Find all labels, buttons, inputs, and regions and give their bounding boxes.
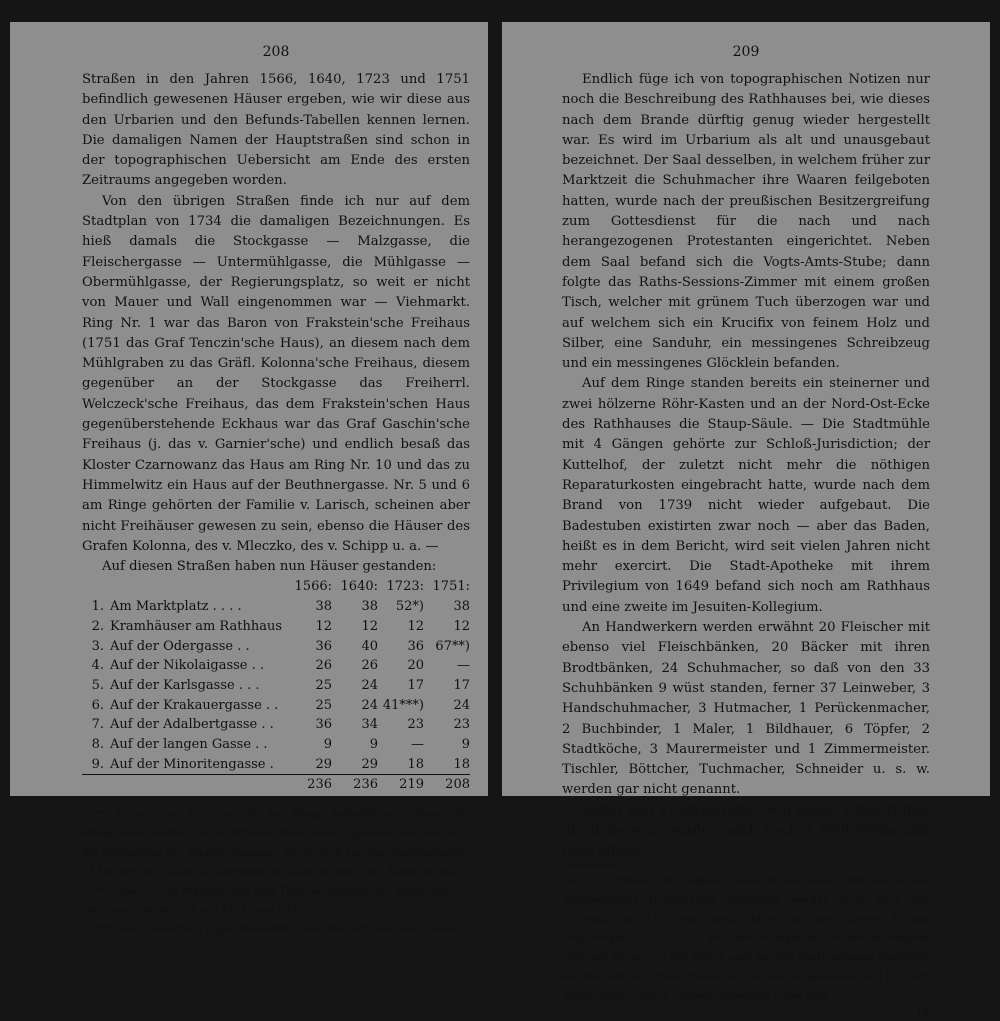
count-cell: — [411, 737, 424, 753]
footnote: daß die Häuser der langen Gasse (Rosengasse) und einige der Adalbertstraße (Judengasse) mitgezählt worden sind, denn das Protokoll von 1722 sagt ausdrücklich von den Häusern in der Beuthnergasse von Nr. 22 an: „welche eigentlich in der Rosengasse gerennet werden, in der Fasion aber bei der Beuthnergasse annectiret worden, demnach diese Häuser in einer sehr ungelegenen und in einem Winkel hinter andern Häusern liegenden Gasse sind.“ [562, 875, 930, 1002]
houses-table [82, 577, 470, 795]
table-row [82, 735, 470, 755]
footnote: *) Es wurden die zunächst am Ringe befindlichen Häuser der anliegenden Straßen bis zur nächsten Quergasse mitgezählt, wie noch jetzt die Reihenfolge der Häuser-Nummern ist. So sind von den Nachbargassen 14 Häuser zum Ringe hinzugezogen, die dann natürlich bei diesen fehlen. [82, 809, 470, 878]
count-cell: 36 [407, 638, 424, 654]
street-name: Auf der Krakauergasse . . [110, 697, 279, 713]
table-row [82, 656, 470, 676]
table-row [82, 715, 470, 735]
count-cell: 12 [407, 618, 424, 634]
count-cell: 25 [315, 697, 332, 713]
count-cell: 23 [407, 717, 424, 733]
footnote-divider [82, 797, 137, 799]
street-name: Auf der Odergasse . . [110, 638, 250, 654]
street-name: Am Marktplatz . . . . [110, 599, 242, 615]
count-cell: 12 [361, 618, 378, 634]
count-cell: 52*) [395, 599, 424, 615]
count-cell: 12 [315, 618, 332, 634]
table-header-row [82, 577, 470, 597]
table-row [82, 676, 470, 696]
table-row [82, 617, 470, 637]
count-cell: 67**) [435, 638, 470, 654]
table-row [82, 597, 470, 617]
row-number: 3. [91, 638, 104, 654]
right-page [502, 22, 990, 1021]
year-header: 1566: [294, 579, 332, 595]
count-cell: 24 [361, 697, 378, 713]
footnote: **) Dabei ist die Nikolaistraße oder Tuchmachergasse mit inbegriffen, da sie in dem Verzeichniß von 1751 ganz fehlt. [82, 885, 470, 917]
count-cell: 34 [361, 717, 378, 733]
count-cell: 38 [315, 599, 332, 615]
row-number: 4. [91, 658, 104, 674]
page-number-right: 209 [732, 44, 760, 60]
count-cell: 26 [361, 658, 378, 674]
count-cell: 40 [361, 638, 378, 654]
count-cell: 20 [407, 658, 424, 674]
year-header: 1723: [386, 579, 424, 595]
table-row [82, 755, 470, 775]
row-number: 5. [91, 677, 104, 693]
count-cell: 38 [361, 599, 378, 615]
count-cell: 9 [461, 737, 470, 753]
count-cell: 38 [453, 599, 470, 615]
count-cell: 18 [407, 756, 424, 772]
total-cell: 208 [424, 775, 470, 795]
total-cell: 219 [378, 775, 424, 795]
paragraph: Auf dem Ringe standen bereits ein steinerner und zwei hölzerne Röhr-Kasten und an der Nord-Ost-Ecke des Rathhauses die Staup-Säule. — Die Stadtmühle mit 4 Gängen gehörte zur Schloß-Jurisdiction; der Kuttelhof, der zuletzt nicht mehr die nöthigen Reparaturkosten eingebracht hatte, wurde nach dem Brand von 1739 nicht wieder aufgebaut. Die Badestuben existirten zwar noch — aber das Baden, heißt es in dem Bericht, wird seit vielen Jahren nicht mehr exercirt. Die Stadt-Apotheke mit ihrem Privilegium von 1649 befand sich noch am Rathhaus und eine zweite im Jesuiten-Kollegium. [562, 376, 930, 615]
signature-mark: 14 [916, 1008, 930, 1021]
year-header: 1751: [432, 579, 470, 595]
count-cell: 29 [361, 756, 378, 772]
row-number: 6. [91, 697, 104, 713]
total-cell: 236 [286, 775, 332, 795]
footnote-divider [562, 864, 617, 866]
count-cell: 12 [453, 618, 470, 634]
count-cell: 9 [323, 737, 332, 753]
left-page [10, 22, 488, 936]
row-number: 1. [91, 599, 104, 615]
row-number: 8. [91, 737, 104, 753]
street-name: Auf der Nikolaigasse . . [110, 658, 265, 674]
count-cell: 26 [315, 658, 332, 674]
count-cell: 9 [369, 737, 378, 753]
year-header: 1640: [340, 579, 378, 595]
footnote: ***) Der Unterschied gegen die andern Jahre läßt sich dadurch erklären, [96, 924, 466, 936]
total-cell: 236 [332, 775, 378, 795]
street-name: Auf der Adalbertgasse . . [110, 717, 274, 733]
table-totals-row [82, 775, 470, 795]
street-name: Kramhäuser am Rathhaus [110, 618, 283, 634]
row-number: 9. [91, 756, 104, 772]
count-cell: 36 [315, 717, 332, 733]
table-row [82, 696, 470, 716]
street-name: Auf der langen Gasse . . [110, 737, 268, 753]
page-number-left: 208 [262, 44, 290, 60]
paragraph: An Handwerkern werden erwähnt 20 Fleischer mit ebenso viel Fleischbänken, 20 Bäcker mit ihren Brodtbänken, 24 Schuhmacher, so daß von den 33 Schuhbänken 9 wüst standen, ferner 37 Leinweber, 3 Handschuhmacher, 3 Hutmacher, 1 Perückenmacher, 2 Buchbinder, 1 Maler, 1 Bildhauer, 6 Töpfer, 2 Stadtköche, 3 Maurermeister und 1 Zimmermeister. Tischler, Böttcher, Tuchmacher, Schneider u. s. w. werden gar nicht genannt. [562, 620, 930, 798]
count-cell: 36 [315, 638, 332, 654]
paragraph: Endlich füge ich von topographischen Notizen nur noch die Beschreibung des Rathhauses bei, wie dieses nach dem Brande dürftig genug wieder hergestellt war. Es wird im Urbarium als alt und unausgebaut bezeichnet. Der Saal desselben, in welchem früher zur Marktzeit die Schuhmacher ihre Waaren feilgeboten hatten, wurde nach der preußischen Besitzergreifung zum Gottesdienst für die nach und nach herangezogenen Protestanten eingerichtet. Neben dem Saal befand sich die Vogts-Amts-Stube; dann folgte das Raths-Sessions-Zimmer mit einem großen Tisch, welcher mit grünem Tuch überzogen war und auf welchem sich ein Krucifix von feinem Holz und Silber, eine Sanduhr, ein messingenes Schreibzeug und ein messingenes Glöcklein befanden. [562, 72, 930, 372]
row-number: 2. [91, 618, 104, 634]
street-name: Auf der Minoritengasse . [110, 756, 274, 772]
paragraph: Von den übrigen Straßen finde ich nur auf dem Stadtplan von 1734 die damaligen Bezeichnungen. Es hieß damals die Stockgasse — Malzgasse, die Fleischergasse — Untermühlgasse, die Mühlgasse — Obermühlgasse, der Regierungsplatz, so weit er nicht von Mauer und Wall eingenommen war — Viehmarkt. Ring Nr. 1 war das Baron von Frakstein'sche Freihaus (1751 das Graf Tenczin'sche Haus), an diesem nach dem Mühlgraben zu das Gräfl. Kolonna'sche Freihaus, diesem gegenüber an der Stockgasse das Freiherrl. Welczeck'sche Freihaus, das dem Frakstein'schen Haus gegenüberstehende Eckhaus war das Graf Gaschin'sche Freihaus (j. das v. Garnier'sche) und endlich besaß das Kloster Czarnowanz das Haus am Ring Nr. 10 und das zu Himmelwitz ein Haus auf der Beuthnergasse. Nr. 5 und 6 am Ringe gehörten der Familie v. Larisch, scheinen aber nicht Freihäuser gewesen zu sein, ebenso die Häuser des Grafen Kolonna, des v. Mleczko, des v. Schipp u. a. — [82, 193, 470, 554]
count-cell: 18 [453, 756, 470, 772]
count-cell: 17 [407, 677, 424, 693]
count-cell: 24 [453, 697, 470, 713]
table-row [82, 637, 470, 657]
count-cell: 25 [315, 677, 332, 693]
count-cell: 41***) [382, 697, 424, 713]
row-number: 7. [91, 717, 104, 733]
count-cell: 23 [453, 717, 470, 733]
paragraph: Straßen in den Jahren 1566, 1640, 1723 und 1751 befindlich gewesenen Häuser ergeben, wie wir diese aus den Urbarien und den Befunds-Tabellen kennen lernen. Die damaligen Namen der Hauptstraßen sind schon in der topographischen Uebersicht am Ende des ersten Zeitraums angegeben worden. [82, 72, 470, 189]
paragraph: Außer den 4 Jahrmärkten, von denen schon früher die Rede war, wurden auch noch 2 Wollmärkte und nach einem [562, 802, 930, 859]
count-cell: 29 [315, 756, 332, 772]
count-cell: 24 [361, 677, 378, 693]
paragraph: Auf diesen Straßen haben nun Häuser gestanden: [102, 559, 437, 575]
count-cell: 17 [453, 677, 470, 693]
street-name: Auf der Karlsgasse . . . [110, 677, 260, 693]
count-cell: — [457, 658, 470, 674]
